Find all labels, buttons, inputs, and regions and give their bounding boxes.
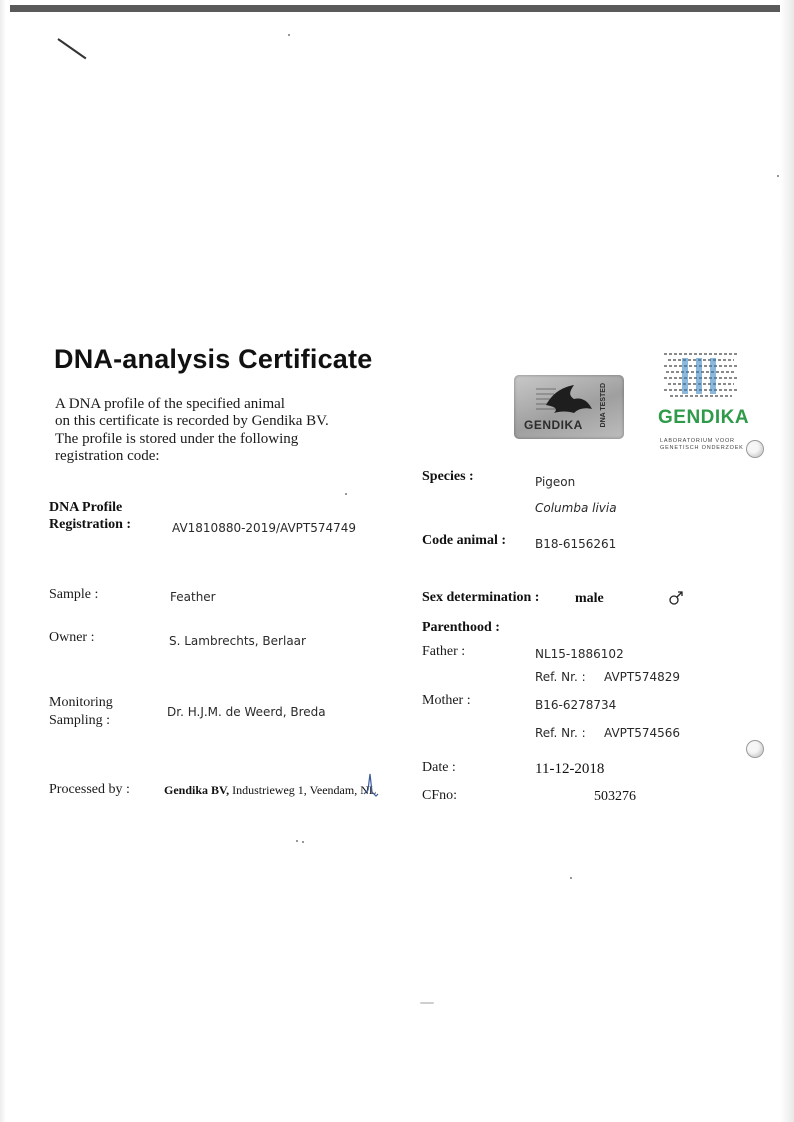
scan-left-shadow	[0, 0, 6, 1122]
punch-hole	[746, 740, 764, 758]
father-label: Father :	[422, 644, 466, 659]
profile-label-line-1: DNA Profile	[49, 500, 123, 515]
sex-value: male	[575, 591, 604, 606]
monitoring-value: Dr. H.J.M. de Weerd, Breda	[167, 705, 326, 719]
species-latin-name: Columba livia	[535, 501, 617, 515]
speck	[420, 1002, 434, 1004]
gendika-logo-text: GENDIKA	[658, 407, 750, 428]
sex-determination-label: Sex determination :	[422, 590, 540, 605]
father-ref-label: Ref. Nr. :	[535, 670, 586, 684]
father-value: NL15-1886102	[535, 647, 624, 661]
pigeon-icon	[534, 381, 598, 421]
gendika-subtitle-line-1: LABORATORIUM VOOR	[660, 438, 735, 444]
mother-label: Mother :	[422, 693, 471, 708]
processed-value	[164, 783, 376, 798]
speck	[288, 34, 290, 36]
gendika-logo-subtitle	[660, 438, 744, 452]
male-symbol-icon	[668, 590, 684, 606]
owner-label: Owner :	[49, 630, 95, 645]
code-animal-label: Code animal :	[422, 533, 506, 548]
speck	[345, 493, 347, 495]
mother-ref-label: Ref. Nr. :	[535, 726, 586, 740]
code-animal-value: B18-6156261	[535, 537, 617, 551]
sample-value: Feather	[170, 590, 216, 604]
parenthood-label: Parenthood :	[422, 620, 500, 635]
intro-line-1: A DNA profile of the specified animal	[55, 396, 285, 412]
intro-line-3: The profile is stored under the following	[55, 431, 299, 447]
mother-ref-value: AVPT574566	[604, 726, 681, 740]
profile-label-line-2: Registration :	[49, 517, 132, 532]
processed-address: Industrieweg 1, Veendam, NL	[232, 783, 377, 797]
speck	[296, 840, 298, 842]
intro-line-4: registration code:	[55, 448, 160, 464]
speck	[777, 175, 779, 177]
monitoring-label-line-1: Monitoring	[49, 695, 113, 710]
processed-company: Gendika BV,	[164, 783, 230, 797]
cfno-label: CFno:	[422, 788, 458, 803]
sample-label: Sample :	[49, 587, 99, 602]
dna-tested-stamp	[514, 375, 624, 439]
mother-value: B16-6278734	[535, 698, 617, 712]
signature-scribble-icon	[362, 772, 380, 798]
punch-hole	[746, 440, 764, 458]
gendika-subtitle-line-2: GENETISCH ONDERZOEK	[660, 445, 744, 451]
intro-line-2: on this certificate is recorded by Gendika BV.	[55, 413, 329, 429]
profile-registration-value: AV1810880-2019/AVPT574749	[172, 521, 357, 535]
cfno-value: 503276	[594, 789, 636, 804]
scan-top-edge	[10, 5, 794, 12]
date-value: 11-12-2018	[535, 761, 605, 777]
stamp-name: GENDIKA	[524, 418, 583, 432]
date-label: Date :	[422, 760, 456, 775]
pen-mark	[57, 38, 86, 59]
stamp-side-text: DNA TESTED	[600, 383, 607, 428]
gendika-dna-logo-icon	[660, 350, 742, 402]
monitoring-label-line-2: Sampling :	[49, 713, 111, 728]
species-value: Pigeon	[535, 475, 576, 489]
speck	[302, 841, 304, 843]
scan-right-shadow	[780, 0, 794, 1122]
species-label: Species :	[422, 469, 474, 484]
processed-label: Processed by :	[49, 782, 130, 797]
owner-value: S. Lambrechts, Berlaar	[169, 634, 306, 648]
father-ref-value: AVPT574829	[604, 670, 681, 684]
certificate-title: DNA-analysis Certificate	[54, 344, 373, 374]
speck	[570, 877, 572, 879]
